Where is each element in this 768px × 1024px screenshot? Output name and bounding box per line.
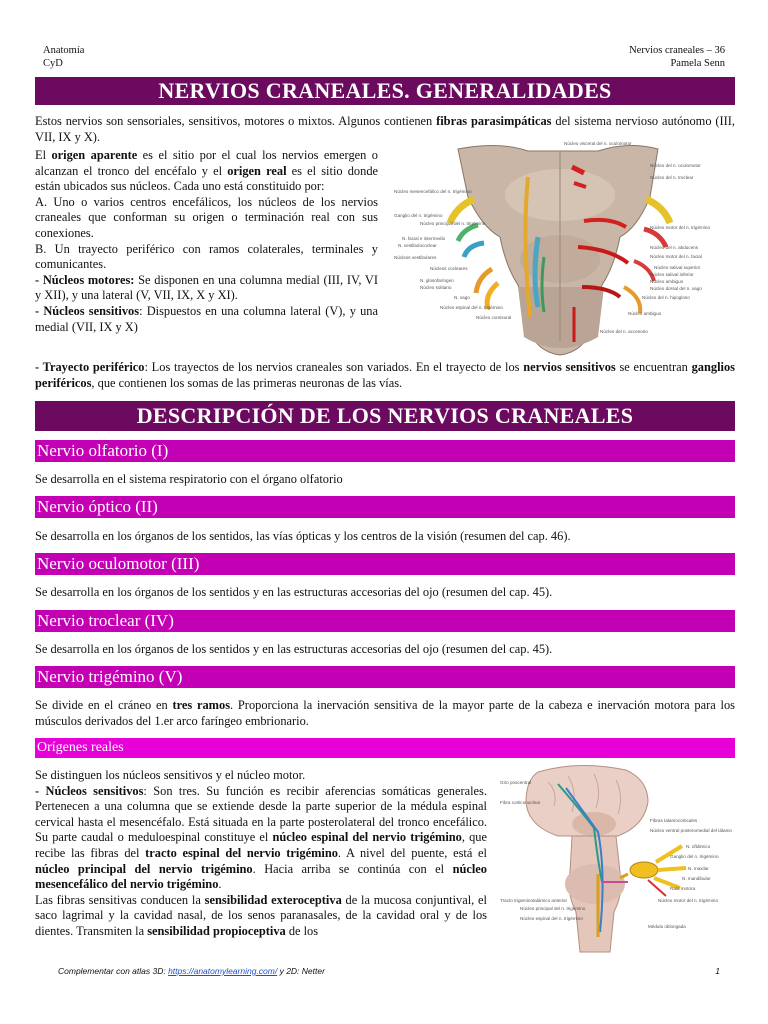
nerve-text-olfatorio: Se desarrolla en el sistema respiratorio con el órgano olfatorio bbox=[35, 472, 343, 486]
origen-real-term: origen real bbox=[227, 163, 287, 178]
fig2-label: Tracto trigeminotalámico anterior bbox=[500, 898, 567, 903]
footer-text: y 2D: Netter bbox=[277, 966, 325, 976]
trigemino-text: . Proporciona la inervación sensitiva de la mayor parte de la cabeza e inervación motora para los músculos derivados del 1.er arco faríngeo embrionario. bbox=[35, 698, 736, 728]
fig1-label: Núcleo del n. oculomotor bbox=[650, 163, 701, 168]
sensory-nuclei-term: - Núcleos sensitivos bbox=[35, 303, 140, 318]
page-footer bbox=[58, 966, 720, 976]
intro-text: Se disponen en una columna medial (III, IV, VI y XII), y una lateral (V, VII, IX, X y XI). bbox=[35, 272, 378, 303]
sensory-nuclei-paragraph bbox=[35, 784, 487, 893]
header-author: Pamela Senn bbox=[670, 58, 725, 69]
nerve-heading-trigemino: Nervio trigémino (V) bbox=[35, 666, 735, 688]
fig1-label: N. vestibulococlear bbox=[398, 243, 437, 248]
atlas-link[interactable]: https://anatomylearning.com/ bbox=[168, 966, 278, 976]
header-topic: Nervios craneales – 36 bbox=[629, 45, 725, 56]
sensory-nerves-term: nervios sensitivos bbox=[523, 360, 616, 374]
peripheral-term: - Trayecto periférico bbox=[35, 360, 145, 374]
bold-term: sensibilidad exteroceptiva bbox=[204, 892, 342, 907]
intro-text: : Los trayectos de los nervios craneales son variados. En el trayecto de los bbox=[144, 360, 524, 374]
fig2-label: Fibra corticonuclear bbox=[500, 800, 541, 805]
nerve-text-trigemino bbox=[35, 698, 735, 729]
body-text: . Hacia arriba se continúa con el bbox=[252, 861, 453, 876]
fig2-label: N. mandibular bbox=[682, 876, 711, 881]
intro-text: se encuentran bbox=[615, 360, 692, 374]
header-subject: Anatomía bbox=[43, 45, 85, 56]
fig1-label: N. vago bbox=[454, 295, 470, 300]
nerve-text-oculomotor: Se desarrolla en los órganos de los sentidos y en las estructuras accesorias del ojo (resumen del cap. 45). bbox=[35, 585, 553, 599]
page-number: 1 bbox=[715, 966, 720, 976]
point-a: A. Uno o varios centros encefálicos, los núcleos de los nervios craneales que conforman su origen o terminación real con sus conexiones. bbox=[35, 194, 378, 240]
sensory-fibers-paragraph bbox=[35, 893, 487, 940]
point-b: B. Un trayecto periférico con ramos colaterales, terminales y comunicantes. bbox=[35, 241, 378, 272]
origen-aparente-term: origen aparente bbox=[51, 148, 138, 162]
body-text: . A nivel del puente, está el bbox=[337, 845, 487, 860]
origin-paragraph bbox=[35, 148, 378, 195]
intro-text: : Dispuestos en una columna lateral (V), y una medial (VII, IX y X) bbox=[35, 303, 378, 334]
fig1-label: N. facial e intermedio bbox=[402, 236, 446, 241]
peripheral-trajectory bbox=[35, 360, 735, 391]
nerve-heading-troclear: Nervio troclear (IV) bbox=[35, 610, 735, 632]
fig2-label: Raíz motora bbox=[670, 886, 696, 891]
page-title: NERVIOS CRANEALES. GENERALIDADES bbox=[35, 77, 735, 105]
fig1-label: Núcleo principal del n. trigémino bbox=[420, 221, 486, 226]
fig1-label: Núcleo motor del n. facial bbox=[650, 254, 702, 259]
body-text: , que recibe las fibras del bbox=[35, 830, 487, 860]
fig2-label: Núcleo principal del n. trigémino bbox=[520, 906, 586, 911]
body-text: Las fibras sensitivas conducen la bbox=[35, 892, 205, 907]
body-text: de la mucosa conjuntival, el saco lagrimal y la cavidad nasal, de los senos paranasales, de la cavidad oral y de los dientes. Transmiten la bbox=[35, 892, 487, 938]
origenes-intro: Se distinguen los núcleos sensitivos y el núcleo motor. bbox=[35, 768, 306, 782]
fig1-label: Núcleo comisural bbox=[476, 315, 512, 320]
fig2-label: N. oftálmico bbox=[686, 844, 711, 849]
intro-text: del sistema nervioso autónomo (III, VII, IX y X). bbox=[35, 114, 735, 144]
nerve-heading-olfatorio: Nervio olfatorio (I) bbox=[35, 440, 735, 462]
fig1-label: Núcleo del n. troclear bbox=[650, 175, 694, 180]
fig1-label: Núcleos cocleares bbox=[430, 266, 468, 271]
fig2-label: Giro poscentral bbox=[500, 780, 532, 785]
trigemino-text: Se divide en el cráneo en bbox=[35, 698, 173, 712]
body-text: de los bbox=[285, 923, 319, 938]
fig2-label: Fibras talamocorticales bbox=[650, 818, 698, 823]
fig1-label: Núcleo del n. hipogloso bbox=[642, 295, 690, 300]
fig2-label: Ganglio del n. trigémino bbox=[670, 854, 719, 859]
intro-text: es el sitio donde están ubicados sus núcleos. Cada uno está constituido por: bbox=[35, 163, 379, 194]
header-left bbox=[43, 44, 84, 70]
body-text: . bbox=[218, 877, 222, 892]
origenes-body bbox=[35, 768, 487, 940]
bold-term: núcleo principal del nervio trigémino bbox=[35, 861, 253, 876]
sensory-nuclei bbox=[35, 304, 378, 335]
bold-term: núcleo espinal del nervio trigémino bbox=[272, 830, 462, 845]
intro-text: Estos nervios son sensoriales, sensitivos, motores o mixtos. Algunos contienen bbox=[35, 114, 437, 128]
nerve-heading-oculomotor: Nervio oculomotor (III) bbox=[35, 553, 735, 575]
intro-text: es el sitio por el cual los nervios emergen o alcanzan el tronco del encéfalo y el bbox=[35, 148, 378, 178]
fig2-label: Núcleo ventral posteromedial del tálamo bbox=[650, 828, 732, 833]
fig1-label: Núcleo ambiguo bbox=[628, 311, 662, 316]
fig1-label: Núcleo del n. accesorio bbox=[600, 329, 648, 334]
fig1-label: Núcleo motor del n. trigémino bbox=[650, 225, 711, 230]
body-text: : Son tres. Su función es recibir aferencias somáticas generales. Pertenecen a una columna que se extiende desde la parte superior de la médula espinal cervical hasta el mesencéfalo. Está situada en la parte posterolateral del tronco encefálico. Su parte caudal o meduloespinal constituye el bbox=[35, 783, 487, 845]
bold-term: - Núcleos sensitivos bbox=[35, 783, 144, 798]
fig1-label: Núcleo solitario bbox=[420, 285, 452, 290]
intro-text: El bbox=[35, 148, 52, 162]
fig1-label: Núcleo visceral del n. oculomotor bbox=[564, 141, 632, 146]
nerve-text-troclear: Se desarrolla en los órganos de los sentidos y en las estructuras accesorias del ojo (resumen del cap. 45). bbox=[35, 642, 553, 656]
bold-term: núcleo mesencefálico del nervio trigémino bbox=[35, 861, 487, 892]
intro-text: , que contienen los somas de las primeras neuronas de las vías. bbox=[91, 375, 403, 390]
intro-bold: fibras parasimpáticas bbox=[436, 114, 552, 128]
nerve-heading-optico: Nervio óptico (II) bbox=[35, 496, 735, 518]
fig2-label: Núcleo espinal del n. trigémino bbox=[520, 916, 583, 921]
fig1-label: Núcleo dorsal del n. vago bbox=[650, 286, 702, 291]
fig2-label: N. maxilar bbox=[688, 866, 709, 871]
motor-nuclei-term: - Núcleos motores: bbox=[35, 272, 135, 287]
intro-left-column bbox=[35, 148, 378, 335]
fig1-label: Núcleos vestibulares bbox=[394, 255, 437, 260]
fig1-label: Núcleo del n. abducens bbox=[650, 245, 699, 250]
footer-text: Complementar con atlas 3D: bbox=[58, 966, 169, 976]
section-title-description: DESCRIPCIÓN DE LOS NERVIOS CRANEALES bbox=[35, 401, 735, 431]
fig1-label: Núcleo mesencefálico del n. trigémino bbox=[394, 189, 472, 194]
fig2-label: Núcleo motor del n. trigémino bbox=[658, 898, 719, 903]
fig1-label: Núcleo salival superior bbox=[654, 265, 701, 270]
nerve-text-optico: Se desarrolla en los órganos de los sentidos, las vías ópticas y los centros de la visión (resumen del cap. 46). bbox=[35, 529, 571, 543]
bold-term: sensibilidad propioceptiva bbox=[147, 923, 286, 938]
motor-nuclei bbox=[35, 273, 378, 304]
fig1-label: Núcleo ambiguo bbox=[650, 279, 684, 284]
brainstem-nuclei-figure bbox=[388, 137, 736, 359]
trigeminal-pathway-figure bbox=[498, 762, 736, 960]
fig1-label: Núcleo espinal del n. trigémino bbox=[440, 305, 503, 310]
tres-ramos-term: tres ramos bbox=[172, 698, 231, 712]
subsection-origenes-reales: Orígenes reales bbox=[35, 738, 735, 758]
header-right bbox=[629, 44, 725, 70]
fig1-label: Ganglio del n. trigémino bbox=[394, 213, 443, 218]
fig2-label: Médula oblongada bbox=[648, 924, 686, 929]
header-course: CyD bbox=[43, 58, 63, 69]
ganglia-term: ganglios periféricos bbox=[35, 360, 735, 390]
bold-term: tracto espinal del nervio trigémino bbox=[145, 845, 338, 860]
fig1-label: N. glosofaríngeo bbox=[420, 278, 454, 283]
fig1-label: Núcleo salival inferior bbox=[650, 272, 694, 277]
